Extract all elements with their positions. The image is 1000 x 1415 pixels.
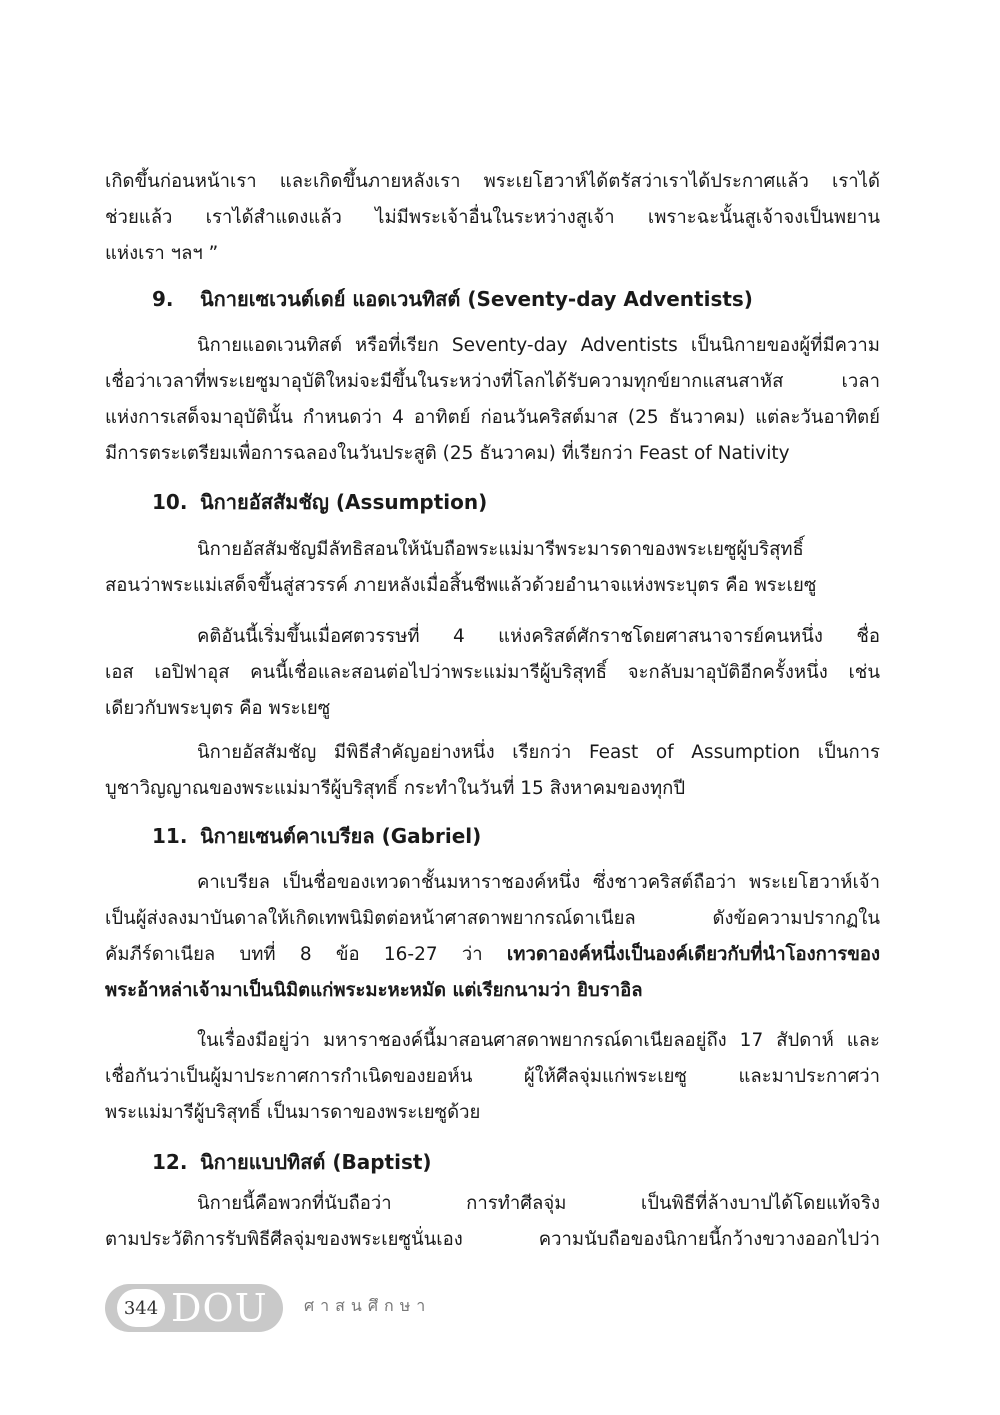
text-line: นิกายอัสสัมชัญมีลัทธิสอนให้นับถือพระแม่มารีพระมารดาของพระเยซูผู้บริสุทธิ์ xyxy=(197,539,804,560)
section-number: 11. xyxy=(152,824,188,848)
course-name: ศาสนศึกษา xyxy=(304,1296,432,1315)
text-line: สอนว่าพระแม่เสด็จขึ้นสู่สวรรค์ ภายหลังเมื่อสิ้นชีพแล้วด้วยอำนาจแห่งพระบุตร คือ พระเยซู xyxy=(105,575,817,596)
text-bold: เทวดาองค์หนึ่งเป็นองค์เดียวกับที่นำโองการของ xyxy=(506,944,880,965)
section-title: นิกายเซเวนต์เดย์ แอดเวนทิสต์ (Seventy-day Adventists) xyxy=(200,287,753,311)
section-title: นิกายเซนต์คาเบรียล (Gabriel) xyxy=(200,824,482,848)
paragraph-continuation xyxy=(105,164,880,272)
paragraph-adventists xyxy=(105,328,880,472)
section-heading-11 xyxy=(152,818,481,854)
text-line: แห่งการเสด็จมาอุบัตินั้น กำหนดว่า 4 อาทิตย์ ก่อนวันคริสต์มาส (25 ธันวาคม) แต่ละวันอาทิตย์ xyxy=(105,407,880,428)
brand-logo: DOU xyxy=(171,1286,268,1330)
text-line: ช่วยแล้ว เราได้สำแดงแล้ว ไม่มีพระเจ้าอื่นในระหว่างสูเจ้า เพราะฉะนั้นสูเจ้าจงเป็นพยาน xyxy=(105,207,880,228)
paragraph-gabriel-1 xyxy=(105,865,880,1009)
text-line: มีการตระเตรียมเพื่อการฉลองในวันประสูติ (25 ธันวาคม) ที่เรียกว่า Feast of Nativity xyxy=(105,443,790,464)
text-line: คาเบรียล เป็นชื่อของเทวดาชั้นมหาราชองค์หนึ่ง ซึ่งชาวคริสต์ถือว่า พระเยโฮวาห์เจ้า xyxy=(197,872,880,893)
text-line: เชื่อว่าเวลาที่พระเยซูมาอุบัติใหม่จะมีขึ้นในระหว่างที่โลกได้รับความทุกข์ยากแสนสาหัส เวลา xyxy=(105,371,880,392)
text-line: ตามประวัติการรับพิธีศีลจุ่มของพระเยซูนั่นเอง ความนับถือของนิกายนี้กว้างขวางออกไปว่า xyxy=(105,1229,880,1250)
text-line: คติอันนี้เริ่มขึ้นเมื่อศตวรรษที่ 4 แห่งคริสต์ศักราชโดยศาสนาจารย์คนหนึ่ง ชื่อ xyxy=(197,626,880,647)
section-title: นิกายแบปทิสต์ (Baptist) xyxy=(200,1150,432,1174)
section-number: 9. xyxy=(152,287,174,311)
text-line: นิกายแอดเวนทิสต์ หรือที่เรียก Seventy-day Adventists เป็นนิกายของผู้ที่มีความ xyxy=(197,335,880,356)
section-heading-10 xyxy=(152,484,487,520)
text-line xyxy=(105,937,880,973)
text-line: เดียวกับพระบุตร คือ พระเยซู xyxy=(105,698,331,719)
section-heading-12 xyxy=(152,1144,432,1180)
text-plain: คัมภีร์ดาเนียล บทที่ 8 ข้อ 16-27 ว่า xyxy=(105,944,507,965)
text-line: เป็นผู้ส่งลงมาบันดาลให้เกิดเทพนิมิตต่อหน้าศาสดาพยากรณ์ดาเนียล ดังข้อความปรากฏใน xyxy=(105,908,880,929)
text-line: เกิดขึ้นก่อนหน้าเรา และเกิดขึ้นภายหลังเรา พระเยโฮวาห์ได้ตรัสว่าเราได้ประกาศแล้ว เราได้ xyxy=(105,171,880,192)
section-heading-9 xyxy=(152,281,753,317)
text-line: แห่งเรา ฯลฯ ” xyxy=(105,243,219,264)
paragraph-baptist xyxy=(105,1186,880,1258)
section-number: 12. xyxy=(152,1150,188,1174)
text-line: นิกายนี้คือพวกที่นับถือว่า การทำศีลจุ่ม เป็นพิธีที่ล้างบาปได้โดยแท้จริง xyxy=(197,1193,880,1214)
section-title: นิกายอัสสัมชัญ (Assumption) xyxy=(200,490,488,514)
text-line: พระแม่มารีผู้บริสุทธิ์ เป็นมารดาของพระเยซูด้วย xyxy=(105,1102,481,1123)
text-line: เชื่อกันว่าเป็นผู้มาประกาศการกำเนิดของยอห์น ผู้ให้ศีลจุ่มแก่พระเยซู และมาประกาศว่า xyxy=(105,1066,880,1087)
footer-badge xyxy=(105,1284,283,1332)
text-line: เอส เอปิฟาอุส คนนี้เชื่อและสอนต่อไปว่าพระแม่มารีผู้บริสุทธิ์ จะกลับมาอุบัติอีกครั้งหนึ่ง เช่น xyxy=(105,662,880,683)
text-line: บูชาวิญญาณของพระแม่มารีผู้บริสุทธิ์ กระทำในวันที่ 15 สิงหาคมของทุกปี xyxy=(105,778,686,799)
section-number: 10. xyxy=(152,490,188,514)
text-line: นิกายอัสสัมชัญ มีพิธีสำคัญอย่างหนึ่ง เรียกว่า Feast of Assumption เป็นการ xyxy=(197,742,880,763)
page-number: 344 xyxy=(117,1289,165,1327)
text-line-bold: พระอ้าหล่าเจ้ามาเป็นนิมิตแก่พระมะหะหมัด แต่เรียกนามว่า ยิบราอิล xyxy=(105,980,643,1001)
paragraph-assumption-2 xyxy=(105,619,880,727)
paragraph-assumption-1 xyxy=(105,532,880,604)
paragraph-gabriel-2 xyxy=(105,1023,880,1131)
text-line: ในเรื่องมีอยู่ว่า มหาราชองค์นี้มาสอนศาสดาพยากรณ์ดาเนียลอยู่ถึง 17 สัปดาห์ และ xyxy=(197,1030,880,1051)
paragraph-assumption-3 xyxy=(105,735,880,807)
